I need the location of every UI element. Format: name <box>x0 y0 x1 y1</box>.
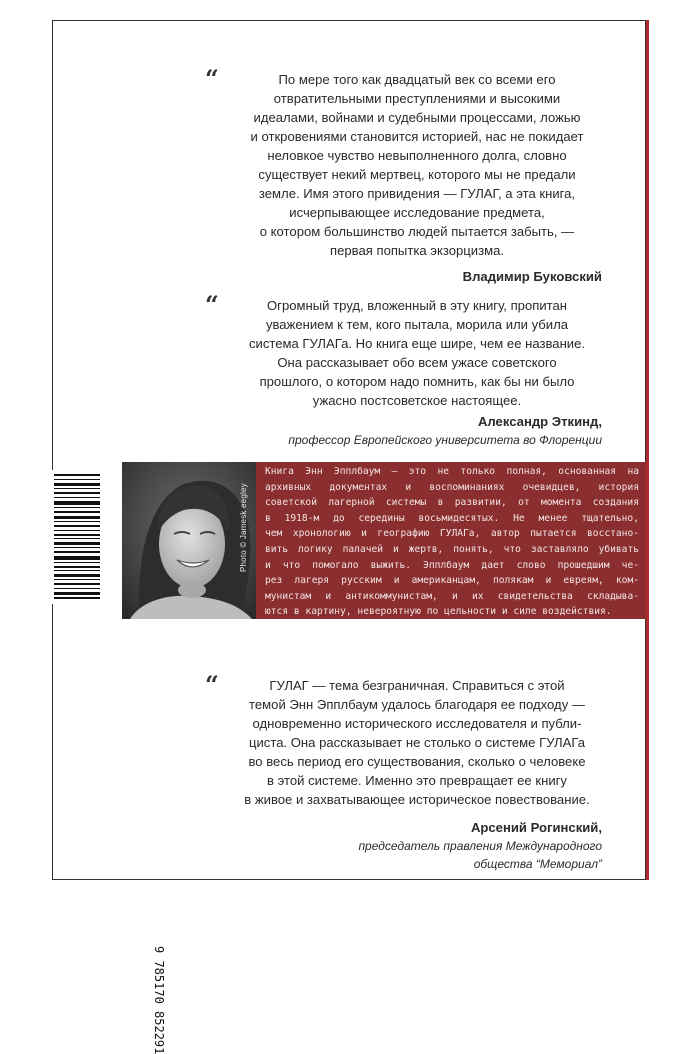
isbn-barcode <box>52 470 166 1054</box>
quote-mark-icon: “ <box>205 670 219 699</box>
quote-bukovsky <box>205 64 602 286</box>
quote-author-role: общества “Мемориал” <box>473 857 602 871</box>
photo-credit: Photo © Jamesk eegley <box>239 483 248 572</box>
author-portrait-image <box>122 462 256 619</box>
quote-text: Огромный труд, вложенный в эту книгу, пропитан уважением к тем, кого пытала, морила или убила система ГУЛАГа. Но книга еще шире, чем ее название. Она рассказывает обо всем ужасе советского прошлого, о котором надо помнить, как бы ни было ужасно постсоветское настоящее. <box>248 298 586 408</box>
quote-etkind <box>205 290 602 449</box>
quote-roginsky <box>205 670 602 873</box>
book-description: Книга Энн Эпплбаум — это не только полная, основанная на архивных документах и воспоминаниях очевидцев, история советской лагерной системы в развитии, от момента создания в 1918-м до середины восьмидесятых. Не менее тщательно, чем хронологию и географию ГУЛАГа, автор пытается восстано- вить логику палачей и жертв, понять, что заставляло убивать и что помогало выжить. Эпплбаум дает слово прошедшим че- рез лагеря русским и американцам, полякам и евреям, ком- мунистам и антикоммунистам, и их свидетельства складыва- ются в картину, невероятную по цельности и силе воздействия. <box>265 466 639 618</box>
quote-author: Арсений Рогинский, <box>470 820 602 835</box>
barcode-bars <box>52 470 122 604</box>
isbn-digits: 9 785170 852291 <box>152 946 166 1054</box>
quote-mark-icon: “ <box>205 290 219 319</box>
cover-edge-stripe <box>646 20 649 880</box>
quote-author: Владимир Буковский <box>462 269 602 284</box>
quote-author-role: профессор Европейского университета во Флоренции <box>288 433 602 447</box>
quote-author-role: председатель правления Международного <box>358 839 602 853</box>
description-band <box>122 462 646 619</box>
author-photo <box>122 462 256 619</box>
quote-author: Александр Эткинд, <box>477 414 602 429</box>
quote-mark-icon: “ <box>205 64 219 93</box>
quote-text: ГУЛАГ — тема безграничная. Справиться с этой темой Энн Эпплбаум удалось благодаря ее подходу — одновременно исторического исследователя и публи- циста. Она рассказывает не столько о системе ГУЛАГа во весь период его существования, сколько о человеке в этой системе. Именно это превращает ее книгу в живое и захватывающее историческое повествование. <box>244 678 590 807</box>
quote-text: По мере того как двадцатый век со всеми его отвратительными преступлениями и высокими идеалами, войнами и судебными процессами, ложью и откровениями становится историей, нас не покидает неловкое чувство невыполненного долга, словно существует некий мертвец, которого мы не предали земле. Имя этого привидения — ГУЛАГ, а эта книга, исчерпывающее исследование предмета, о котором большинство людей пытается забыть, — первая попытка экзорцизма. <box>250 72 584 258</box>
